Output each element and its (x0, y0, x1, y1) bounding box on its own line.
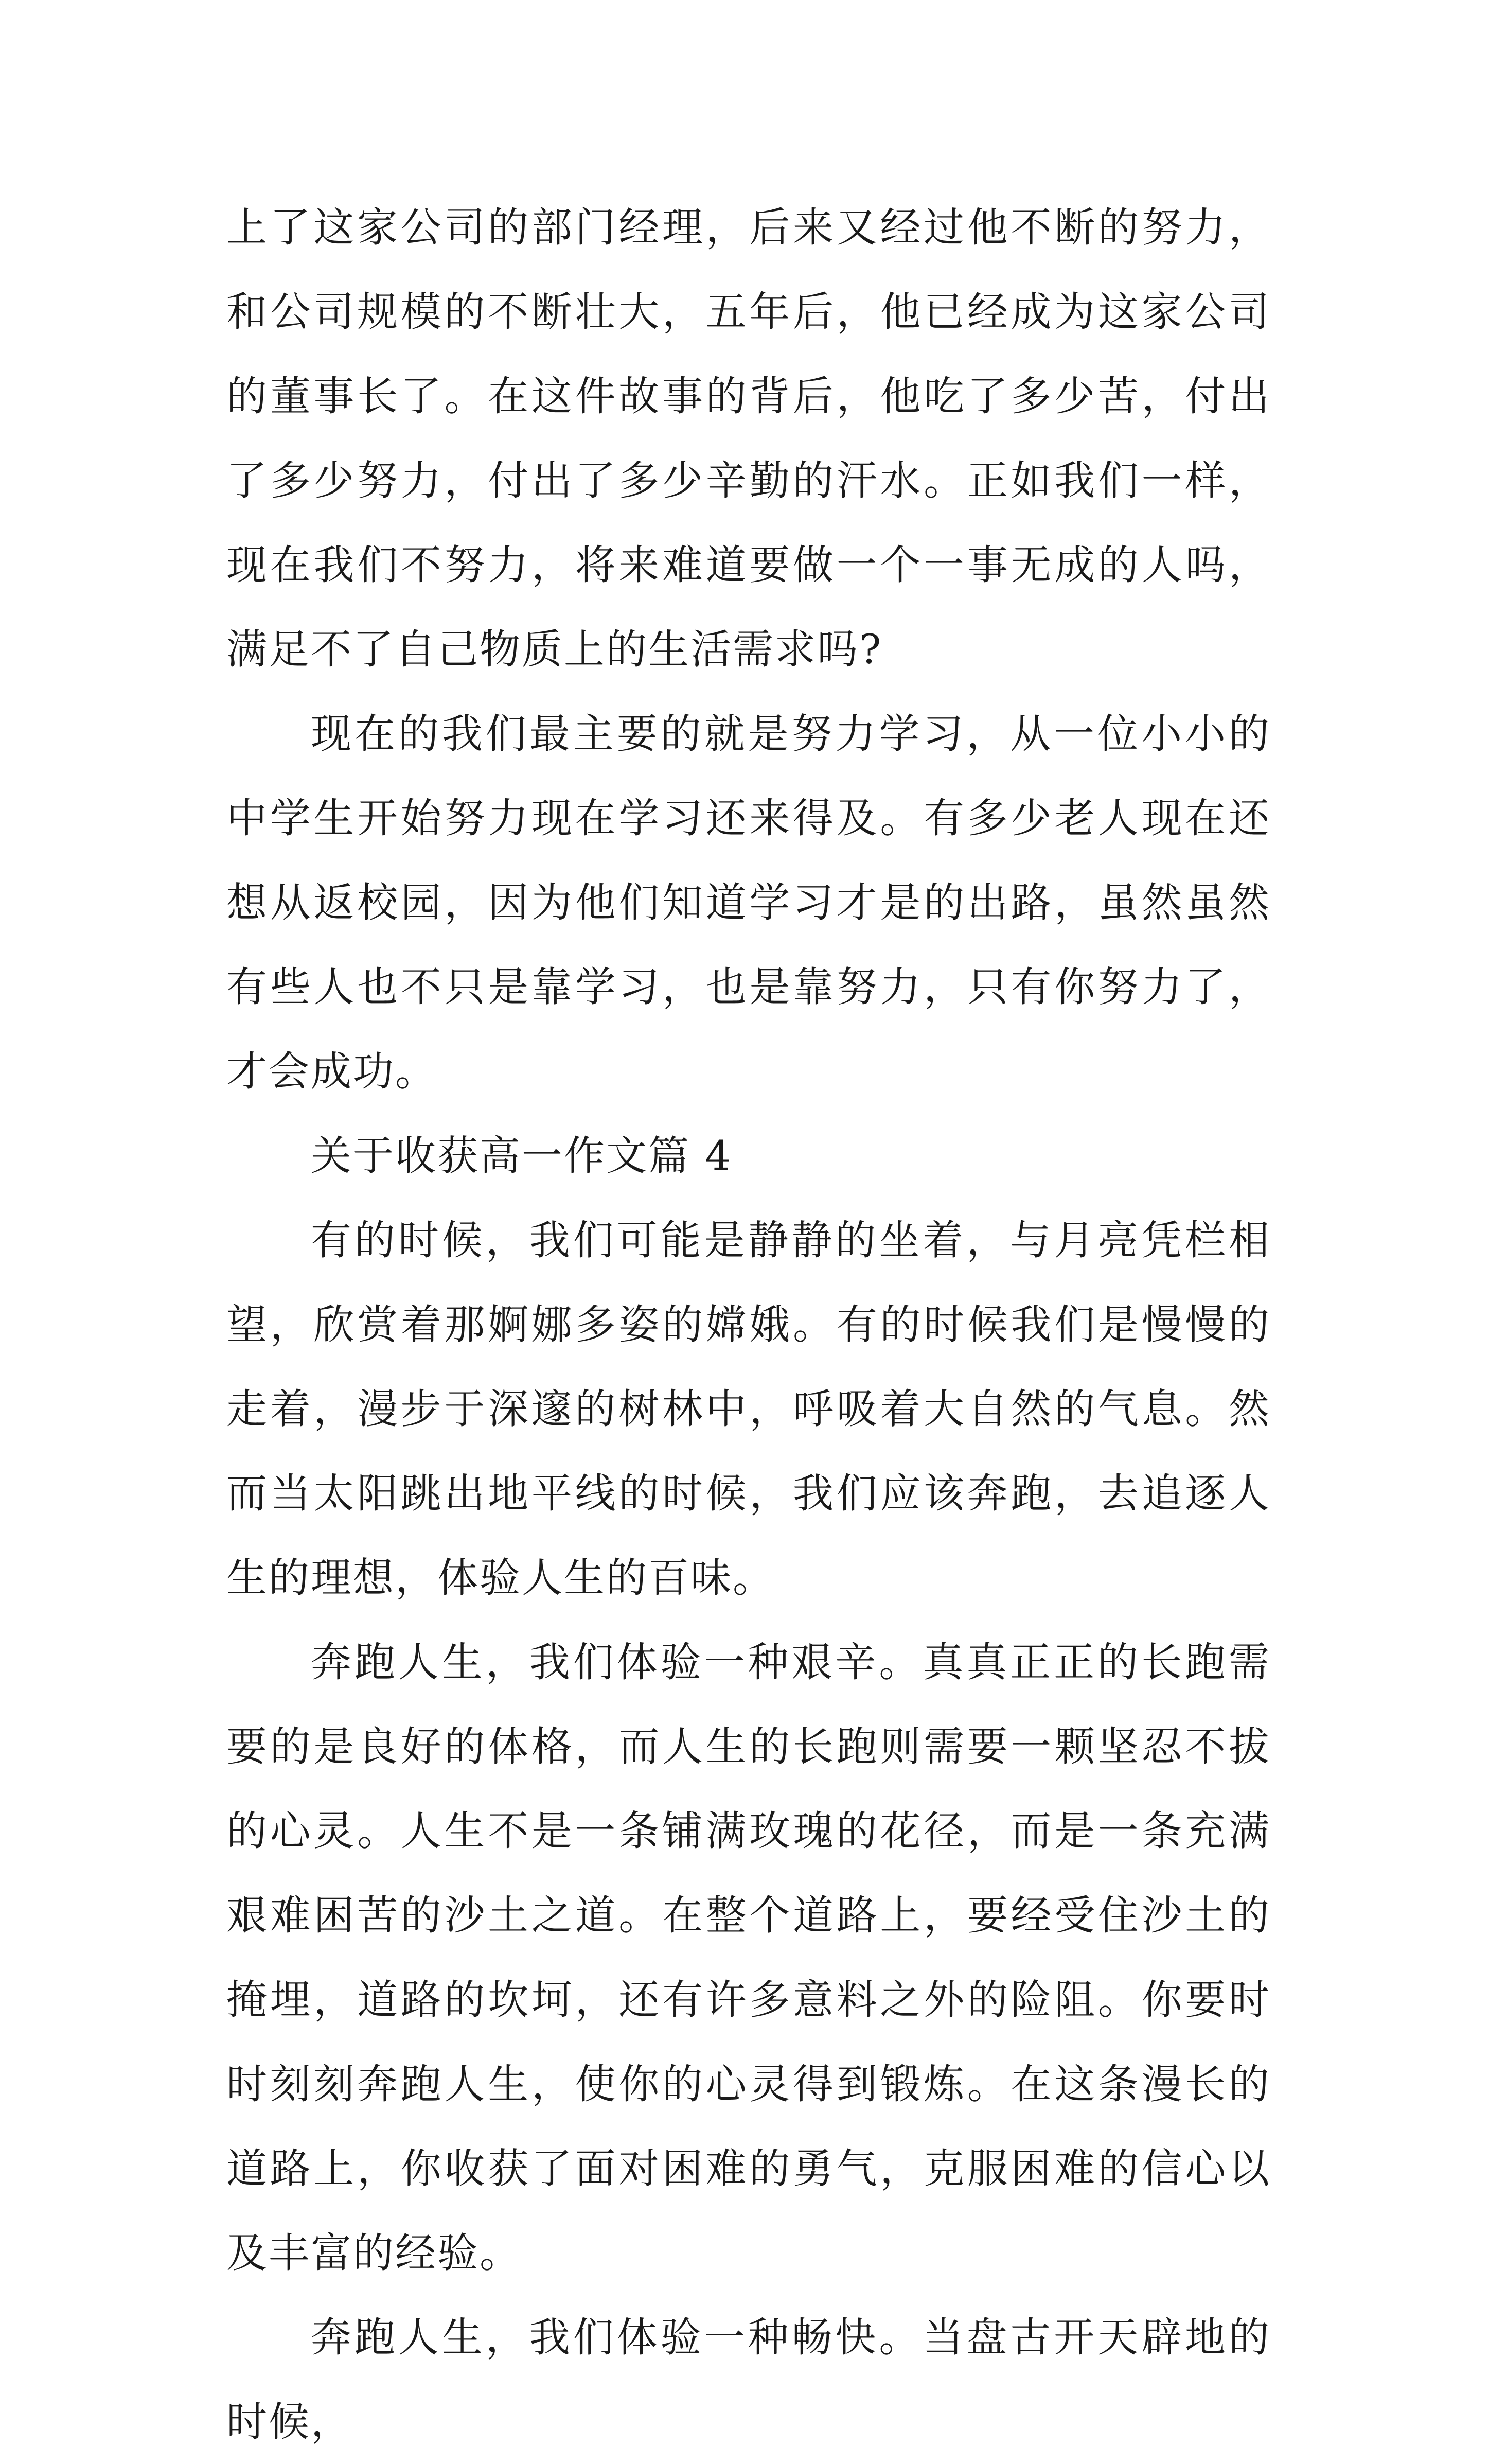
paragraph: 现在的我们最主要的就是努力学习，从一位小小的中学生开始努力现在学习还来得及。有多少老人现在还想从返校园，因为他们知道学习才是的出路，虽然虽然有些人也不只是靠学习，也是靠努力，只有你努力了，才会成功。 (226, 710, 1271, 1095)
paragraph: 奔跑人生，我们体验一种艰辛。真真正正的长跑需要的是良好的体格，而人生的长跑则需要一颗坚忍不拔的心灵。人生不是一条铺满玫瑰的花径，而是一条充满艰难困苦的沙土之道。在整个道路上，要经受住沙土的掩埋，道路的坎坷，还有许多意料之外的险阻。你要时时刻刻奔跑人生，使你的心灵得到锻炼。在这条漫长的道路上，你收获了面对困难的勇气，克服困难的信心以及丰富的经验。 (226, 1639, 1271, 2277)
paragraph-continuation: 上了这家公司的部门经理，后来又经过他不断的努力，和公司规模的不断壮大，五年后，他已经成为这家公司的董事长了。在这件故事的背后，他吃了多少苦，付出了多少努力，付出了多少辛勤的汗水。正如我们一样，现在我们不努力，将来难道要做一个一事无成的人吗，满足不了自己物质上的生活需求吗? (226, 204, 1271, 673)
document-body (226, 185, 1271, 2464)
section-heading: 关于收获高一作文篇 4 (311, 1132, 733, 1180)
paragraph: 奔跑人生，我们体验一种畅快。当盘古开天辟地的时候， (226, 2314, 1271, 2445)
paragraph: 有的时候，我们可能是静静的坐着，与月亮凭栏相望，欣赏着那婀娜多姿的嫦娥。有的时候我们是慢慢的走着，漫步于深邃的树林中，呼吸着大自然的气息。然而当太阳跳出地平线的时候，我们应该奔跑，去追逐人生的理想，体验人生的百味。 (226, 1217, 1271, 1601)
